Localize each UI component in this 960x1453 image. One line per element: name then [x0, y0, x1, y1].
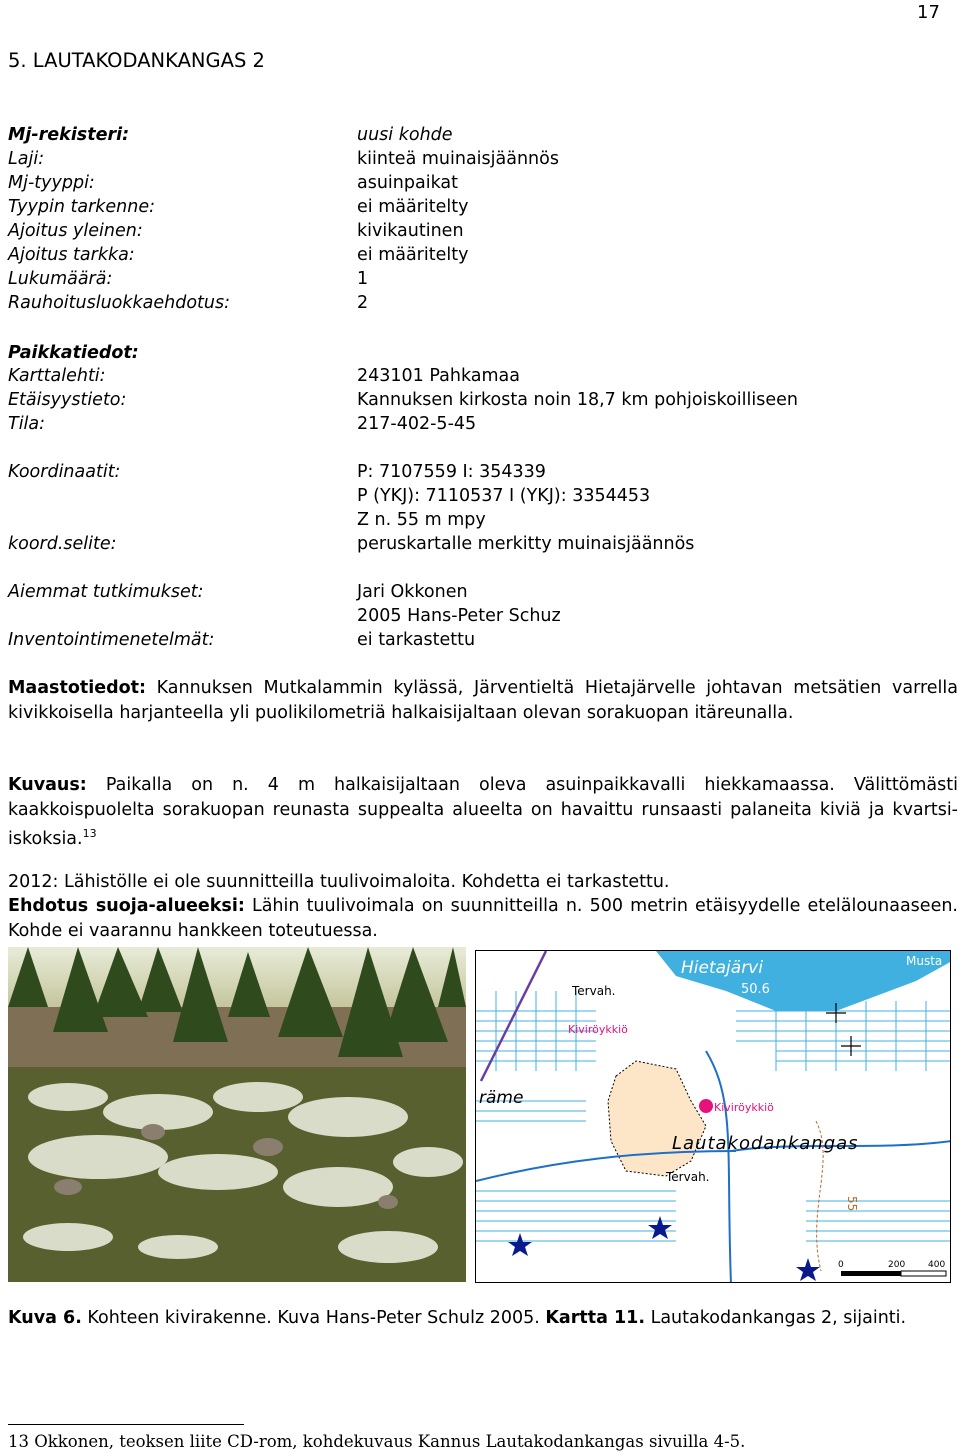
location-map [475, 950, 951, 1283]
map-label-place: Lautakodankangas [672, 1133, 859, 1154]
scale-label: 0 [838, 1260, 844, 1270]
register-label: Tyypin tarkenne: [8, 197, 156, 217]
register-value: kiinteä muinaisjäännös [357, 149, 559, 169]
location-label: Etäisyystieto: [8, 390, 127, 410]
figure-caption [8, 1308, 906, 1328]
register-value: uusi kohde [357, 125, 453, 145]
coordinates-ykj: P (YKJ): 7110537 I (YKJ): 3354453 [357, 486, 651, 506]
map-caption-label: Kartta 11. [545, 1308, 646, 1328]
map-label-tervah-top: Tervah. [572, 984, 616, 998]
register-label: Rauhoitusluokkaehdotus: [8, 293, 230, 313]
page-title: 5. LAUTAKODANKANGAS 2 [8, 49, 265, 72]
map-caption-text: Lautakodankangas 2, sijainti. [645, 1308, 907, 1328]
figure-label: Kuva 6. [8, 1308, 82, 1328]
description-text: Paikalla on n. 4 m halkaisijaltaan oleva asuinpaikkavalli hiekkamaassa. Välittömästi kaakkoispuolelta sorakuopan reunasta suppealta alueelta on havaittu runsaasti palaneita kiviä ja kvartsi-iskoksia. [8, 775, 958, 849]
terrain-label: Maastotiedot: [8, 678, 146, 698]
proposal-label: Ehdotus suoja-alueeksi: [8, 896, 245, 916]
page-number: 17 [917, 2, 940, 23]
footnote-ref: 13 [82, 827, 97, 840]
register-value: kivikautinen [357, 221, 464, 241]
terrain-text: Kannuksen Mutkalammin kylässä, Järventieltä Hietajärvelle johtavan metsätien varrella kivikkoisella harjanteella yli puolikilometriä halkaisijaltaan olevan sorakuopan itäreunalla. [8, 678, 958, 723]
research-value: 2005 Hans-Peter Schuz [357, 606, 561, 626]
method-value: ei tarkastettu [357, 630, 476, 650]
register-label: Mj-rekisteri: [8, 125, 130, 145]
location-value: 217-402-5-45 [357, 414, 477, 434]
map-label-contour: 55 [845, 1196, 859, 1212]
location-label: Tila: [8, 414, 46, 434]
register-label: Lukumäärä: [8, 269, 113, 289]
terrain-paragraph [8, 676, 958, 725]
site-photo [8, 947, 466, 1282]
map-label-lake-elev: 50.6 [741, 982, 770, 997]
proposal-text: Lähin tuulivoimala on suunnitteilla n. 500 metrin etäisyydelle etelälounaaseen. Kohde ei vaarannu hankkeen toteutuessa. [8, 896, 958, 941]
note-2012: 2012: Lähistölle ei ole suunnitteilla tuulivoimaloita. Kohdetta ei tarkastettu. [8, 872, 670, 892]
register-label: Mj-tyyppi: [8, 173, 95, 193]
register-label: Ajoitus tarkka: [8, 245, 135, 265]
site-marker [699, 1099, 713, 1113]
research-value: Jari Okkonen [357, 582, 468, 602]
coordinates-label: Koordinaatit: [8, 462, 121, 482]
map-label-rame: räme [479, 1088, 524, 1108]
footnote: 13 Okkonen, teoksen liite CD-rom, kohdekuvaus Kannus Lautakodankangas sivuilla 4-5. [8, 1432, 746, 1451]
method-label: Inventointimenetelmät: [8, 630, 215, 650]
scale-label: 200 [888, 1260, 906, 1270]
register-value: asuinpaikat [357, 173, 458, 193]
location-heading: Paikkatiedot: [8, 343, 139, 363]
register-value: 1 [357, 269, 369, 289]
map-label-lake: Hietajärvi [681, 958, 763, 978]
map-label-musta: Musta [906, 954, 943, 968]
register-label: Ajoitus yleinen: [8, 221, 143, 241]
coordinates-elevation: Z n. 55 m mpy [357, 510, 486, 530]
scale-label: 400 [928, 1260, 946, 1270]
location-label: Karttalehti: [8, 366, 106, 386]
footnote-rule [8, 1424, 244, 1425]
map-canvas [476, 951, 951, 1283]
register-value: 2 [357, 293, 369, 313]
research-label: Aiemmat tutkimukset: [8, 582, 204, 602]
register-value: ei määritelty [357, 245, 469, 265]
register-label: Laji: [8, 149, 45, 169]
description-label: Kuvaus: [8, 775, 87, 795]
map-label-kivirykkio-mid: Kiviröykkiö [714, 1101, 774, 1114]
coordinates-value: P: 7107559 I: 354339 [357, 462, 546, 482]
map-label-kivirykkio-top: Kiviröykkiö [568, 1023, 628, 1036]
location-value: 243101 Pahkamaa [357, 366, 520, 386]
figure-text: Kohteen kivirakenne. Kuva Hans-Peter Schulz 2005. [81, 1308, 546, 1328]
map-label-tervah-bottom: Tervah. [666, 1170, 710, 1184]
register-value: ei määritelty [357, 197, 469, 217]
coord-selite-value: peruskartalle merkitty muinaisjäännös [357, 534, 695, 554]
proposal-paragraph [8, 894, 958, 943]
location-value: Kannuksen kirkosta noin 18,7 km pohjoiskoilliseen [357, 390, 798, 410]
description-paragraph [8, 773, 958, 851]
coord-selite-label: koord.selite: [8, 534, 117, 554]
